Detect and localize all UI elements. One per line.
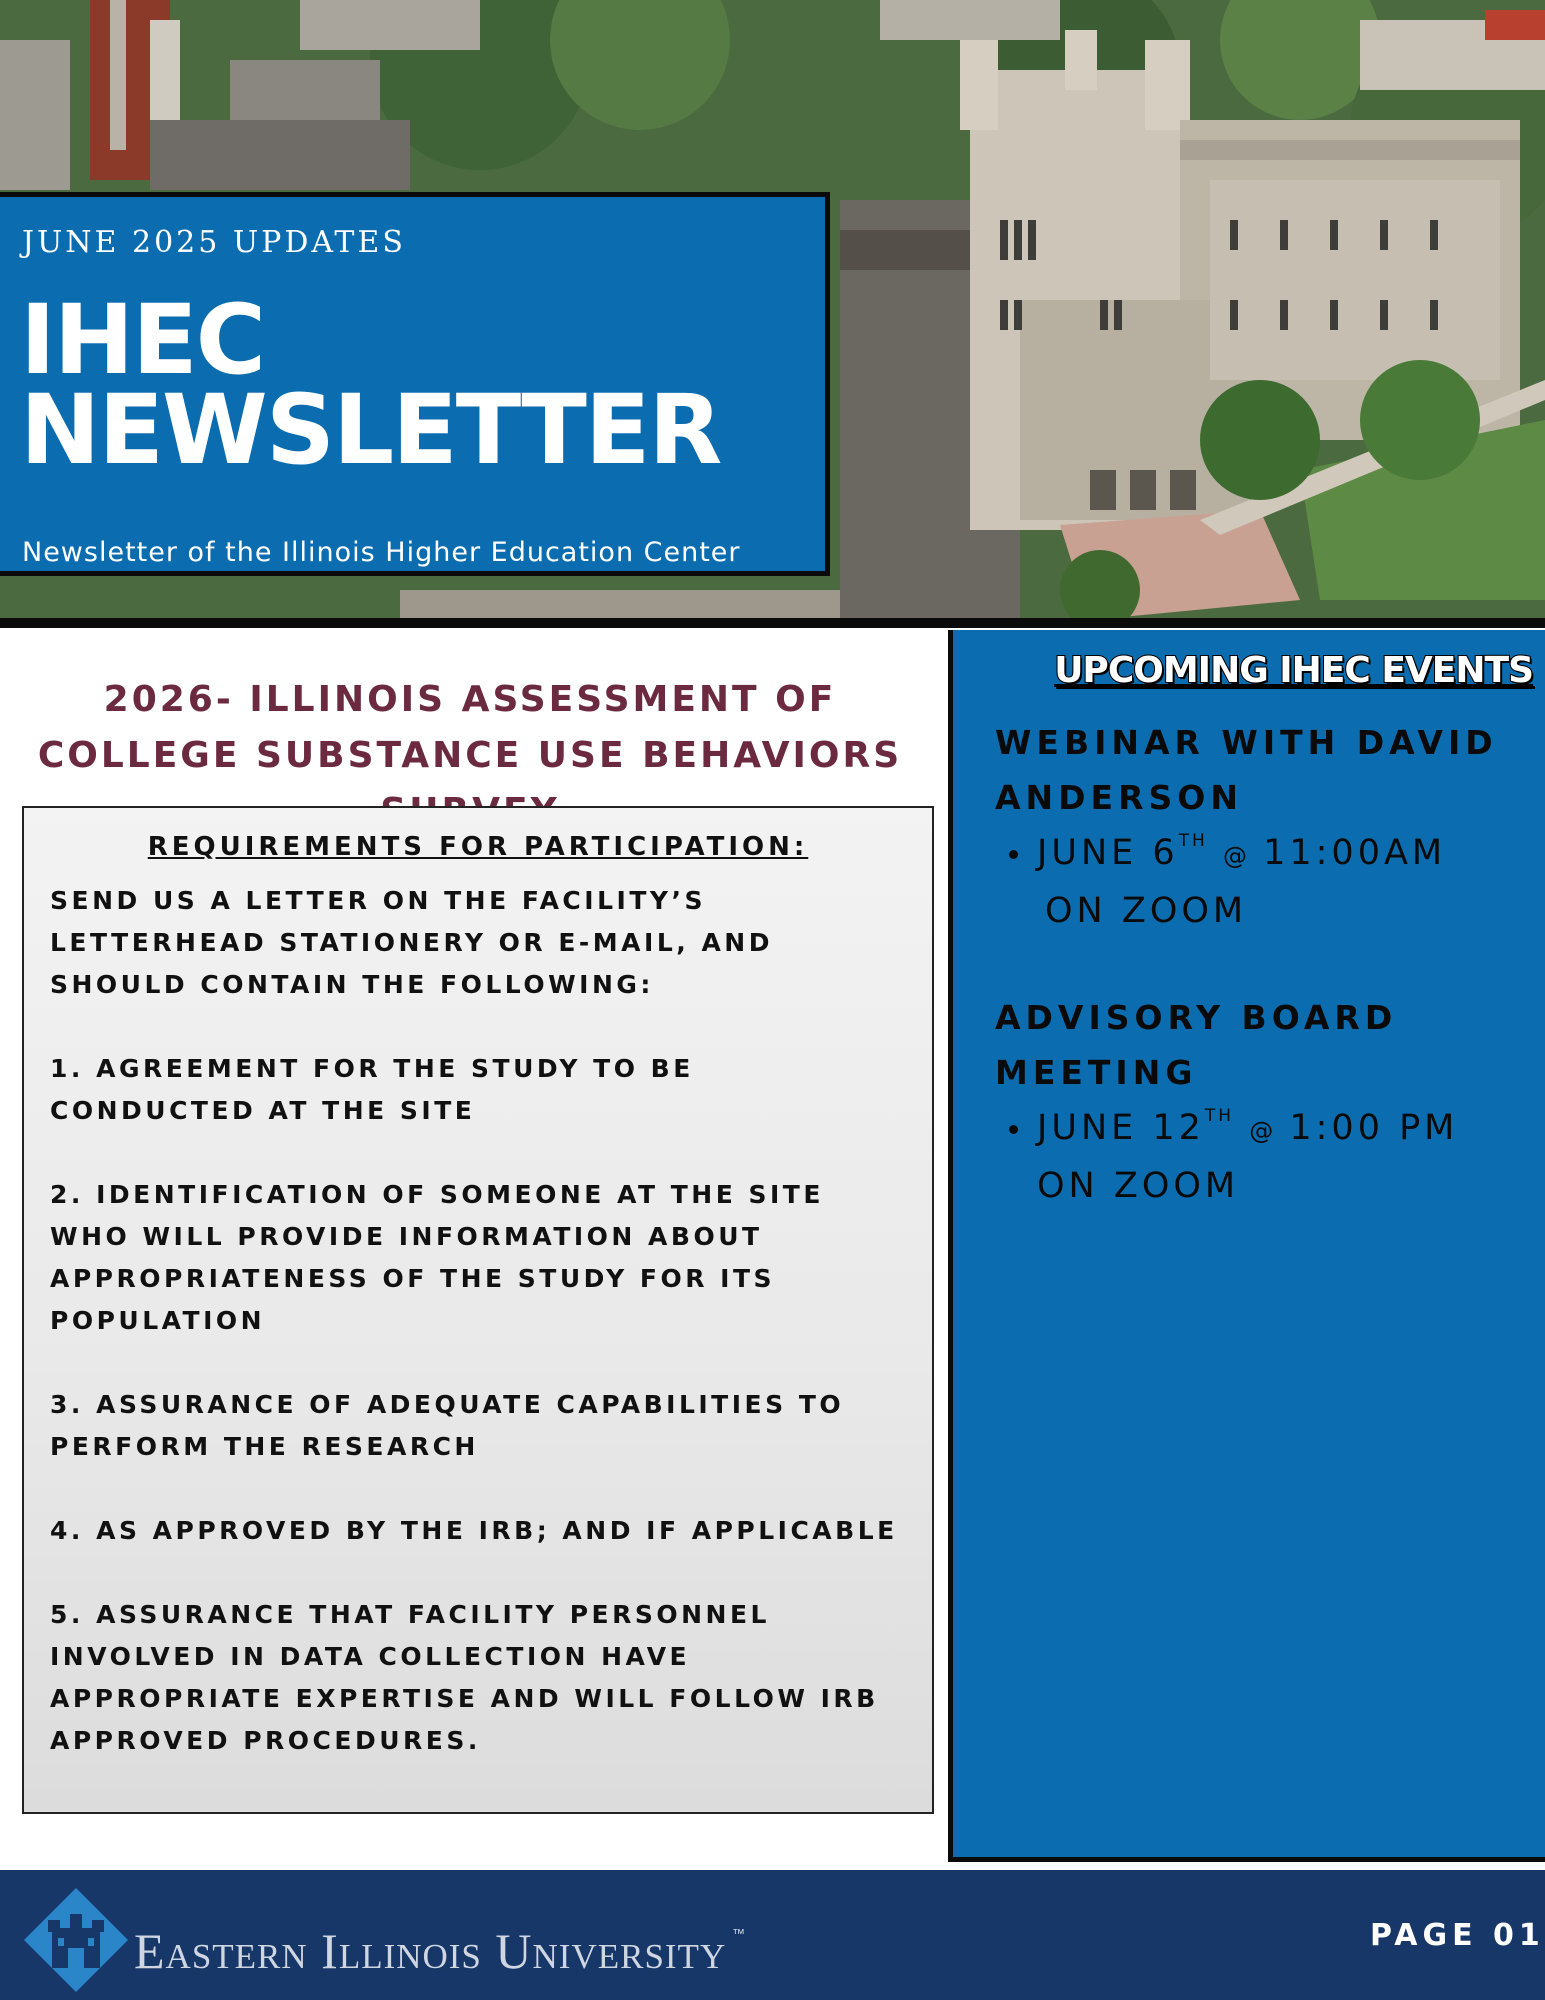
events-panel: [948, 630, 1545, 1862]
event-title-webinar: WEBINAR WITH DAVID ANDERSON: [995, 723, 1498, 817]
event-detail-advisory-board: [1037, 1101, 1458, 1214]
requirements-heading: REQUIREMENTS FOR PARTICIPATION:: [147, 832, 809, 862]
requirements-intro: SEND US A LETTER ON THE FACILITY’S LETTERHEAD STATIONERY OR E-MAIL, AND SHOULD CONTAIN THE FOLLOWING:: [50, 886, 773, 999]
event-date-line: [1037, 1101, 1458, 1159]
newsletter-subtitle: Newsletter of the Illinois Higher Education Center: [22, 537, 741, 568]
masthead-box: [0, 192, 830, 576]
newsletter-title: IHEC NEWSLETTER: [20, 284, 721, 486]
requirement-item: 3. ASSURANCE OF ADEQUATE CAPABILITIES TO PERFORM THE RESEARCH: [50, 1390, 845, 1461]
bullet-icon: [1009, 850, 1018, 859]
survey-title: 2026- ILLINOIS ASSESSMENT OF COLLEGE SUBSTANCE USE BEHAVIORS: [37, 679, 903, 776]
university-name: Eastern Illinois University: [134, 1923, 727, 1979]
event-date: JUNE 12: [1037, 1108, 1205, 1148]
requirement-item: 1. AGREEMENT FOR THE STUDY TO BE CONDUCTED AT THE SITE: [50, 1054, 694, 1125]
date-suffix: TH: [1178, 831, 1208, 851]
event-date: JUNE 6: [1037, 833, 1179, 873]
at-symbol: @: [1222, 842, 1248, 870]
requirements-list: [50, 880, 910, 1762]
event-time: 11:00AM: [1263, 833, 1447, 873]
requirements-box: [22, 806, 934, 1814]
page-number: PAGE 01: [1370, 1918, 1545, 1953]
events-heading: UPCOMING IHEC EVENTS: [1054, 650, 1533, 691]
at-symbol: @: [1249, 1117, 1275, 1145]
requirement-item: 5. ASSURANCE THAT FACILITY PERSONNEL INVOLVED IN DATA COLLECTION HAVE APPROPRIATE EXPERTISE AND WILL FOLLOW IRB APPROVED PROCEDURES.: [50, 1600, 879, 1755]
trademark-mark: ™: [732, 1926, 745, 1941]
event-date-line: [1037, 826, 1446, 884]
requirement-item: 2. IDENTIFICATION OF SOMEONE AT THE SITE WHO WILL PROVIDE INFORMATION ABOUT APPROPRIATENESS OF THE STUDY FOR ITS POPULATION: [50, 1180, 824, 1335]
requirement-item: 4. AS APPROVED BY THE IRB; AND IF APPLICABLE: [50, 1516, 898, 1545]
date-suffix: TH: [1204, 1106, 1235, 1126]
event-time: 1:00 PM: [1289, 1108, 1459, 1148]
bullet-icon: [1009, 1125, 1018, 1134]
event-location: ON ZOOM: [1037, 1166, 1240, 1206]
issue-date: JUNE 2025 UPDATES: [22, 225, 406, 260]
eiu-logo-icon: [24, 1888, 128, 1992]
footer: [0, 1870, 1545, 2000]
event-title-advisory-board: ADVISORY BOARD MEETING: [995, 998, 1398, 1092]
event-detail-webinar: [1037, 826, 1446, 939]
event-location: ON ZOOM: [1045, 891, 1248, 931]
hero-divider: [0, 618, 1545, 628]
